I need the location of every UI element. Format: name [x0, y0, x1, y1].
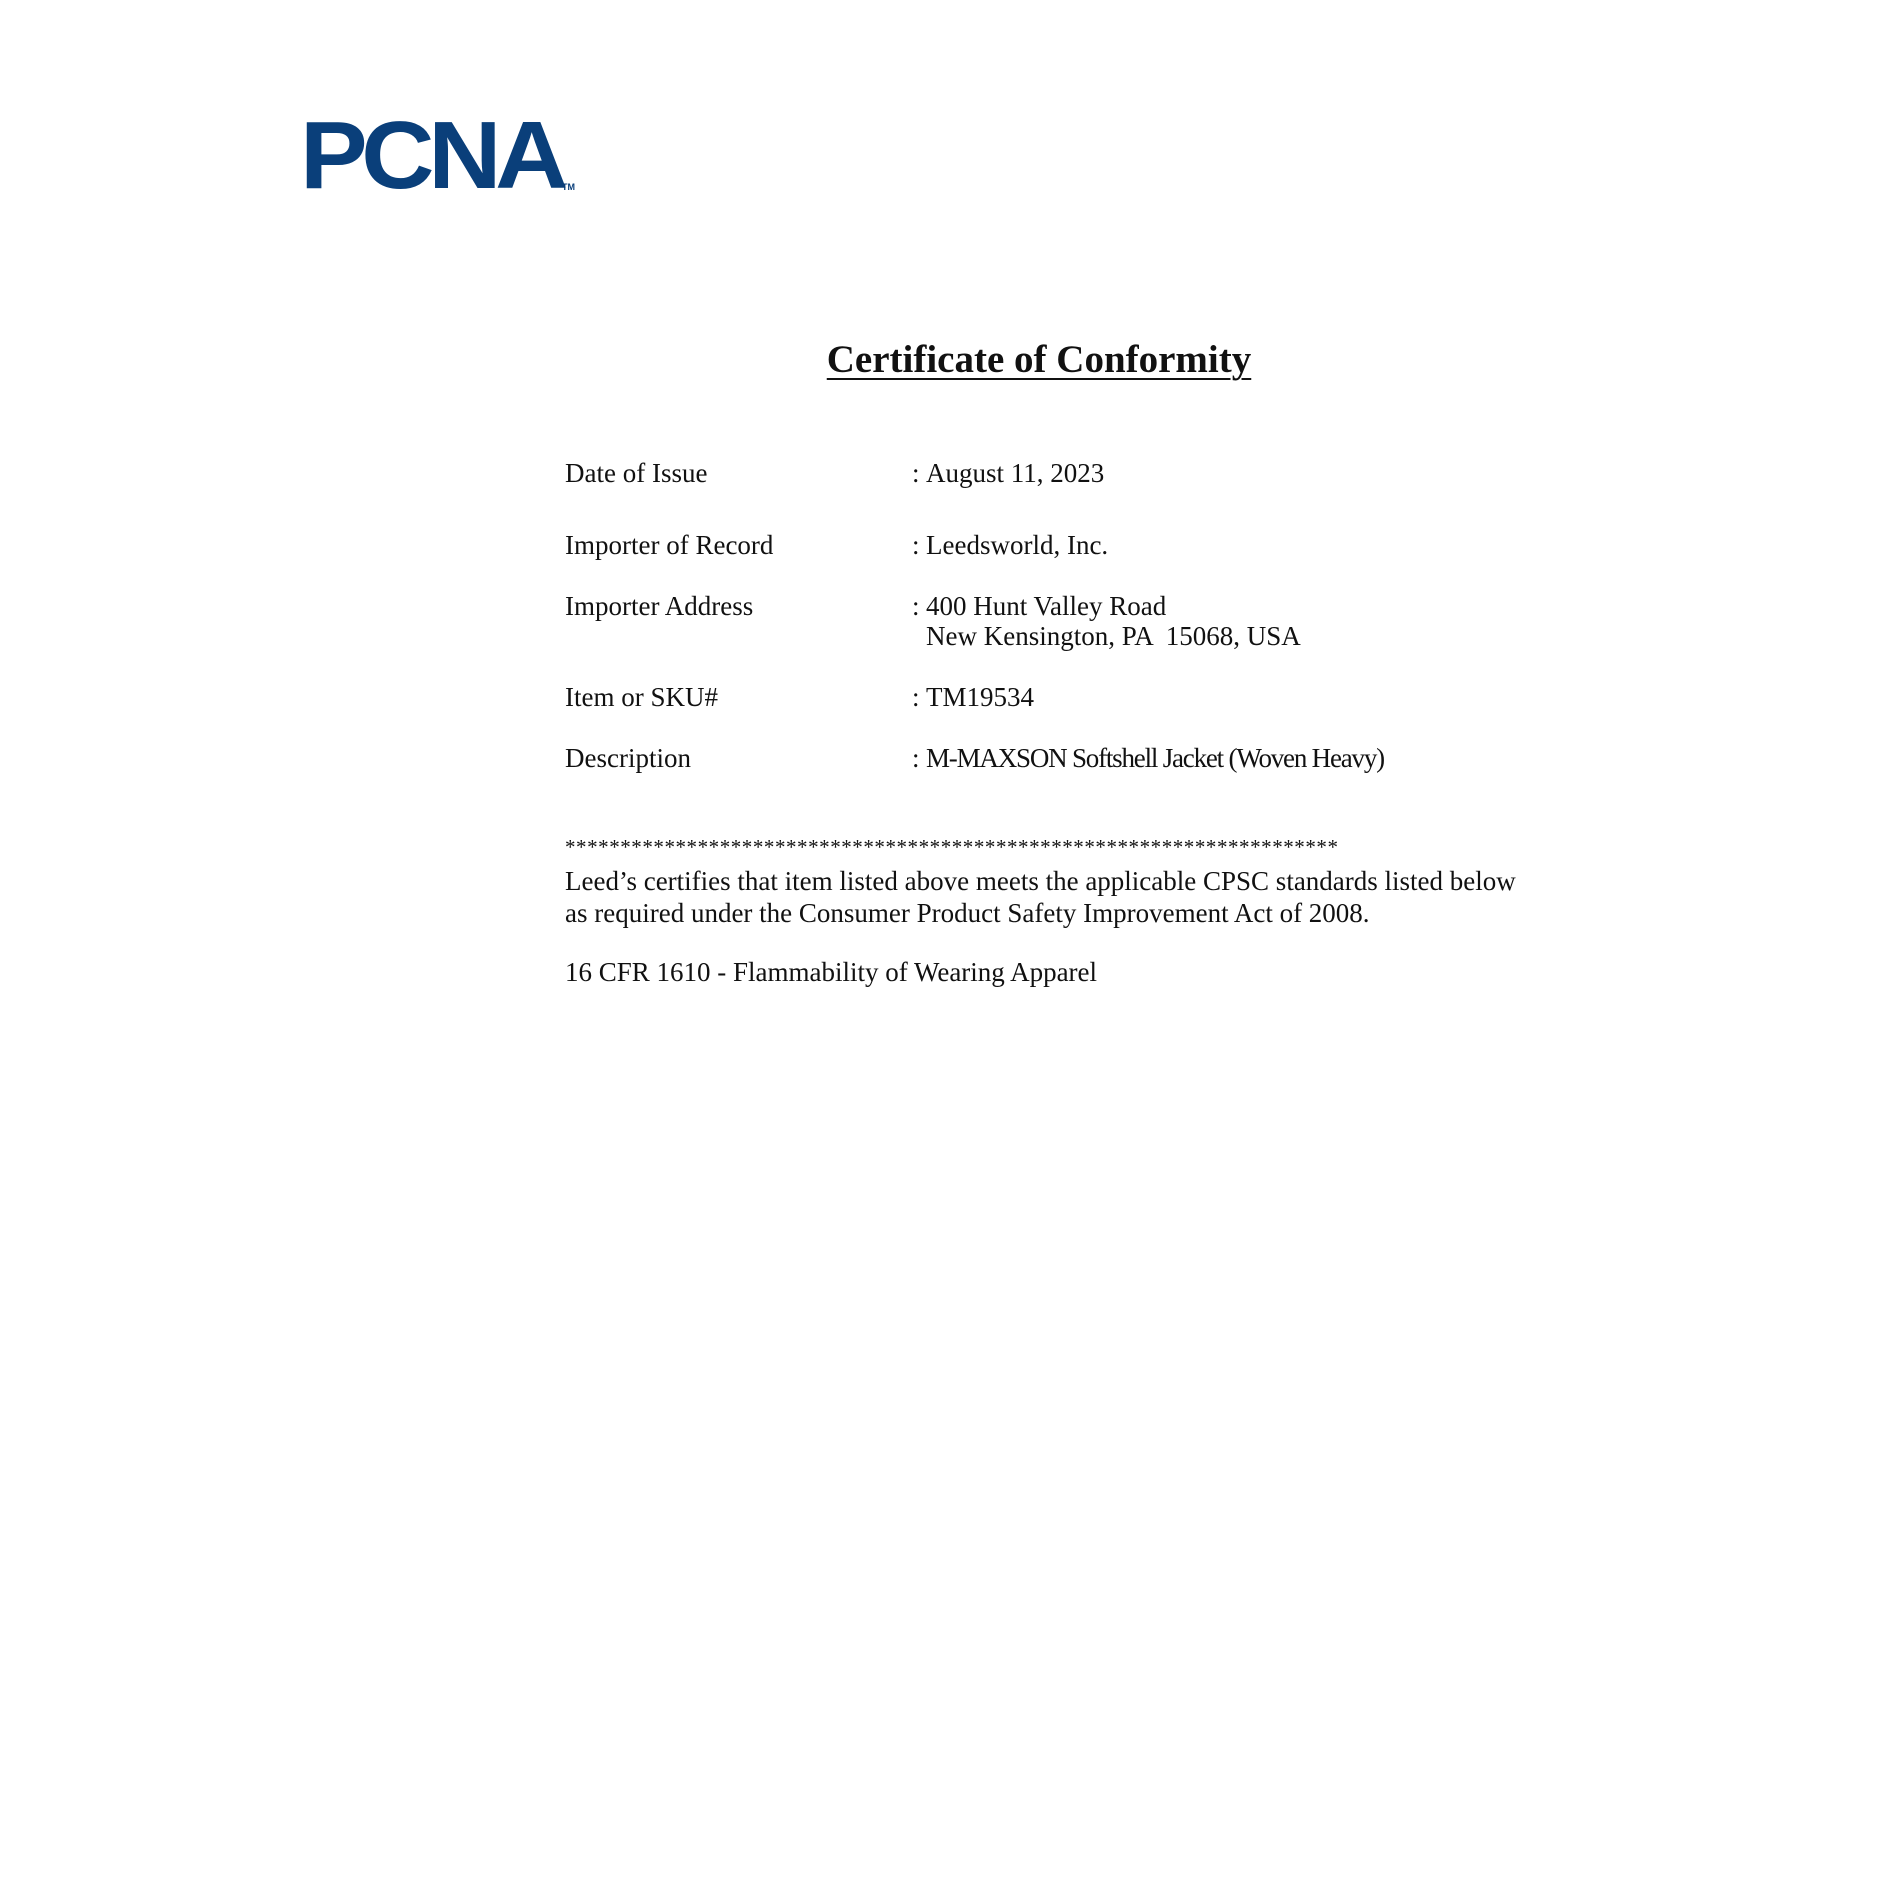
field-colon: : [912, 682, 920, 712]
field-date-of-issue [565, 458, 1104, 488]
logo-wordmark: PCNA [300, 112, 566, 197]
pcna-logo [300, 112, 585, 197]
statement-line-2: as required under the Consumer Product Safety Improvement Act of 2008. [565, 898, 1370, 928]
field-description [565, 743, 1384, 773]
field-label: Description [565, 743, 691, 773]
field-value: M-MAXSON Softshell Jacket (Woven Heavy) [926, 743, 1384, 773]
address-line-1: 400 Hunt Valley Road [926, 591, 1167, 621]
field-colon: : [912, 530, 920, 560]
field-value: August 11, 2023 [926, 458, 1105, 488]
standard-item: 16 CFR 1610 - Flammability of Wearing Apparel [565, 957, 1098, 987]
logo-trademark: TM [562, 182, 575, 192]
separator-line: ********************************************************************** [565, 835, 1339, 859]
field-value: TM19534 [926, 682, 1034, 712]
field-colon: : [912, 458, 920, 488]
field-label: Importer Address [565, 591, 754, 621]
address-line-2: New Kensington, PA 15068, USA [926, 621, 1301, 651]
field-label: Item or SKU# [565, 682, 718, 712]
statement-line-1: Leed’s certifies that item listed above meets the applicable CPSC standards listed below [565, 866, 1516, 896]
field-label: Importer of Record [565, 530, 774, 560]
document-title: Certificate of Conformity [826, 338, 1252, 381]
field-item-sku [565, 682, 1034, 712]
certification-statement [565, 865, 1525, 929]
field-colon: : [912, 591, 920, 621]
field-importer-of-record [565, 530, 1108, 560]
field-colon: : [912, 743, 920, 773]
field-label: Date of Issue [565, 458, 708, 488]
field-value: Leedsworld, Inc. [926, 530, 1109, 560]
field-importer-address [565, 591, 1301, 651]
